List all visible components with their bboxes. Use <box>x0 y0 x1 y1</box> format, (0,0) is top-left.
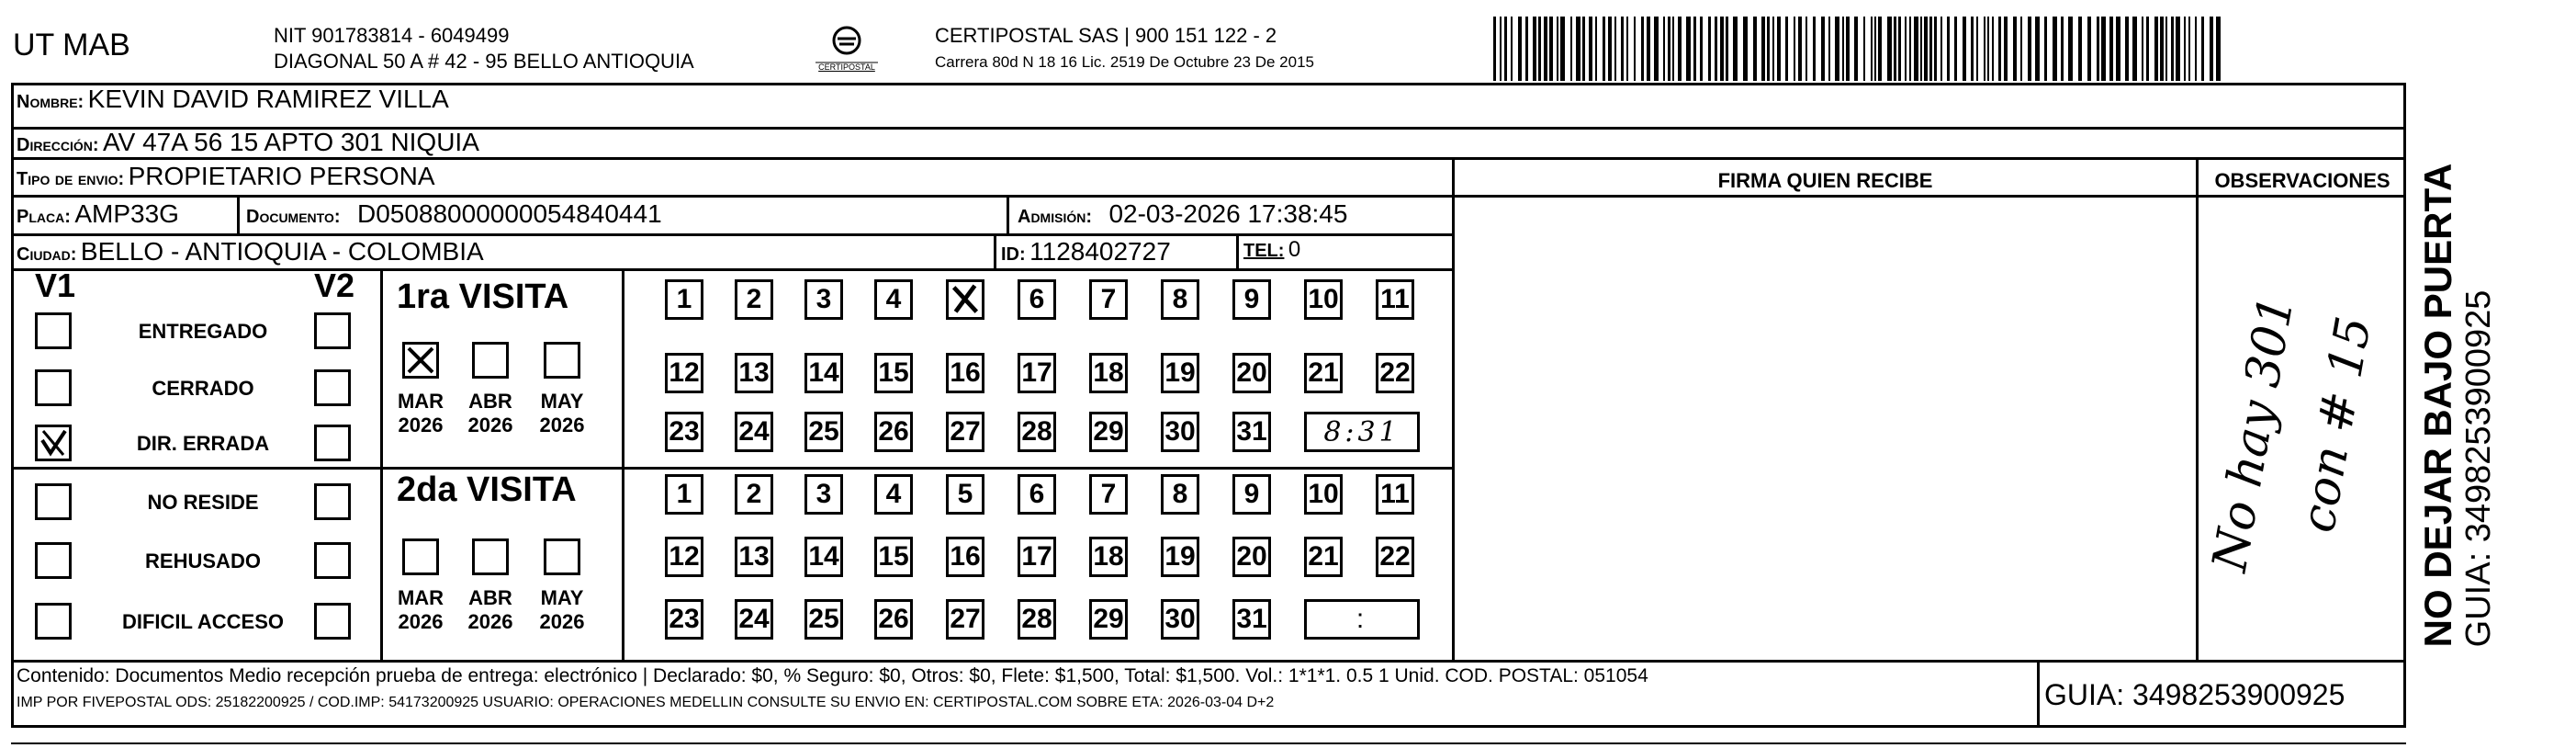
visit-2-day-19[interactable]: 19 <box>1161 537 1199 577</box>
visit-1-day-23[interactable]: 23 <box>665 412 703 452</box>
nombre-value: KEVIN DAVID RAMIREZ VILLA <box>87 85 449 113</box>
visit-2-day-25[interactable]: 25 <box>804 599 843 640</box>
visit-1-day-15[interactable]: 15 <box>874 353 913 393</box>
visit-1-day-29[interactable]: 29 <box>1089 412 1128 452</box>
visit-1-day-24[interactable]: 24 <box>735 412 773 452</box>
v1-dificil-acceso-checkbox[interactable] <box>35 603 72 640</box>
visit-2-day-6[interactable]: 6 <box>1018 474 1056 515</box>
status-entregado-label: ENTREGADO <box>138 320 268 343</box>
visit-1-title: 1ra VISITA <box>397 278 569 316</box>
visit-2-day-4[interactable]: 4 <box>874 474 913 515</box>
admision-value: 02-03-2026 17:38:45 <box>1108 199 1348 228</box>
visit-2-day-3[interactable]: 3 <box>804 474 843 515</box>
visit-1-day-19[interactable]: 19 <box>1161 353 1199 393</box>
v2-dificil-acceso-checkbox[interactable] <box>314 603 351 640</box>
v2-dir-errada-checkbox[interactable] <box>314 425 351 461</box>
firma-quien-recibe-label: FIRMA QUIEN RECIBE <box>1717 169 1933 192</box>
visit-1-day-25[interactable]: 25 <box>804 412 843 452</box>
v2-entregado-checkbox[interactable] <box>314 312 351 349</box>
visit-2-day-29[interactable]: 29 <box>1089 599 1128 640</box>
visit-2-day-17[interactable]: 17 <box>1018 537 1056 577</box>
documento-value: D05088000000054840441 <box>356 199 662 228</box>
visit-2-day-10[interactable]: 10 <box>1304 474 1343 515</box>
visit-1-month-abr-checkbox[interactable] <box>472 342 509 379</box>
visit-1-time: 8:31 <box>1323 415 1400 448</box>
logo-text: CERTIPOSTAL <box>818 62 875 72</box>
visit-2-month-may-label: MAY 2026 <box>539 586 585 633</box>
visit-2-day-15[interactable]: 15 <box>874 537 913 577</box>
placa-label: Placa: <box>17 207 71 227</box>
status-no-reside-label: NO RESIDE <box>147 491 259 514</box>
company-address: DIAGONAL 50 A # 42 - 95 BELLO ANTIOQUIA <box>274 50 694 73</box>
visit-1-day-18[interactable]: 18 <box>1089 353 1128 393</box>
visit-1-day-11[interactable]: 11 <box>1376 279 1414 320</box>
visit-1-month-abr-label: ABR 2026 <box>467 390 513 436</box>
visit-2-month-may-checkbox[interactable] <box>544 538 580 575</box>
visit-1-month-may-checkbox[interactable] <box>544 342 580 379</box>
no-dejar-warning: NO DEJAR BAJO PUERTA <box>2416 163 2459 648</box>
ciudad-field <box>17 237 484 266</box>
direccion-row <box>17 128 479 157</box>
visit-2-month-abr-label: ABR 2026 <box>467 586 513 633</box>
status-dir-errada-label: DIR. ERRADA <box>136 432 270 455</box>
footer-content-line: Contenido: Documentos Medio recepción prueba de entrega: electrónico | Declarado: $0, % Seguro: $0, Otros: $0, Flete: $1,500, Total: $1,500. Vol.: 1*1*1. 0.5 1 Unid. COD. POSTAL: 051054 <box>17 665 1648 686</box>
visit-2-day-2[interactable]: 2 <box>735 474 773 515</box>
visit-2-day-31[interactable]: 31 <box>1232 599 1271 640</box>
tipo-value: PROPIETARIO PERSONA <box>128 162 435 190</box>
company-name: UT MAB <box>13 28 130 62</box>
tel-label: TEL: <box>1243 241 1285 261</box>
visit-1-month-mar-label: MAR 2026 <box>397 390 444 436</box>
visit-1-day-26[interactable]: 26 <box>874 412 913 452</box>
placa-value: AMP33G <box>74 199 179 228</box>
visit-1-day-6[interactable]: 6 <box>1018 279 1056 320</box>
barcode <box>1493 17 2222 81</box>
v2-rehusado-checkbox[interactable] <box>314 542 351 579</box>
visit-1-time-box[interactable] <box>1304 412 1420 452</box>
visit-2-day-22[interactable]: 22 <box>1376 537 1414 577</box>
visit-1-day-31[interactable]: 31 <box>1232 412 1271 452</box>
courier-license: Carrera 80d N 18 16 Lic. 2519 De Octubre 23 De 2015 <box>935 53 1314 71</box>
v1-rehusado-checkbox[interactable] <box>35 542 72 579</box>
visit-1-day-8[interactable]: 8 <box>1161 279 1199 320</box>
visit-1-day-10[interactable]: 10 <box>1304 279 1343 320</box>
visit-1-day-28[interactable]: 28 <box>1018 412 1056 452</box>
visit-2-day-18[interactable]: 18 <box>1089 537 1128 577</box>
visit-2-day-11[interactable]: 11 <box>1376 474 1414 515</box>
visit-2-time: : <box>1355 604 1368 634</box>
visit-1-month-may-label: MAY 2026 <box>539 390 585 436</box>
observaciones-label: OBSERVACIONES <box>2214 169 2390 192</box>
visit-1-day-4[interactable]: 4 <box>874 279 913 320</box>
side-text <box>2412 83 2503 728</box>
visit-2-month-mar-label: MAR 2026 <box>397 586 444 633</box>
visit-1-day-16[interactable]: 16 <box>946 353 984 393</box>
company-nit: NIT 901783814 - 6049499 <box>274 24 510 47</box>
observaciones-handwriting <box>2199 195 2406 660</box>
visit-2-time-box[interactable] <box>1304 599 1420 640</box>
status-cerrado-label: CERRADO <box>152 377 254 400</box>
visit-2-day-28[interactable]: 28 <box>1018 599 1056 640</box>
visit-2-day-1[interactable]: 1 <box>665 474 703 515</box>
x-mark-icon <box>405 345 436 376</box>
visit-1-day-27[interactable]: 27 <box>946 412 984 452</box>
courier-name: CERTIPOSTAL SAS | 900 151 122 - 2 <box>935 24 1277 47</box>
visit-2-day-26[interactable]: 26 <box>874 599 913 640</box>
ciudad-label: Ciudad: <box>17 244 77 265</box>
id-field <box>1001 237 1171 266</box>
visit-1-day-5[interactable] <box>946 279 984 320</box>
footer-imp-line: IMP POR FIVEPOSTAL ODS: 25182200925 / COD.IMP: 54173200925 USUARIO: OPERACIONES MEDELLIN CONSULTE SU ENVIO EN: CERTIPOSTAL.COM SOBRE ETA: 2026-03-04 D+2 <box>17 695 1275 710</box>
visit-2-day-27[interactable]: 27 <box>946 599 984 640</box>
visit-2-title: 2da VISITA <box>397 470 577 509</box>
visit-2-day-7[interactable]: 7 <box>1089 474 1128 515</box>
visit-2-day-21[interactable]: 21 <box>1304 537 1343 577</box>
direccion-value: AV 47A 56 15 APTO 301 NIQUIA <box>103 128 479 156</box>
id-value: 1128402727 <box>1029 237 1171 266</box>
v1-no-reside-checkbox[interactable] <box>35 483 72 520</box>
visit-1-month-mar-checkbox[interactable] <box>402 342 439 379</box>
direccion-label: Dirección: <box>17 135 99 155</box>
visit-2-day-14[interactable]: 14 <box>804 537 843 577</box>
certipostal-logo <box>810 22 883 77</box>
visit-1-day-9[interactable]: 9 <box>1232 279 1271 320</box>
visit-2-month-mar-checkbox[interactable] <box>402 538 439 575</box>
status-rehusado-label: REHUSADO <box>145 550 261 572</box>
nombre-row <box>17 85 449 114</box>
obs-line-2: con # 15 <box>2289 312 2383 537</box>
visit-1-day-17[interactable]: 17 <box>1018 353 1056 393</box>
side-guia: GUIA: 3498253900925 <box>2459 289 2498 648</box>
check-mark-icon <box>38 427 69 459</box>
visit-2-day-13[interactable]: 13 <box>735 537 773 577</box>
visit-1-day-1[interactable]: 1 <box>665 279 703 320</box>
visit-2-day-8[interactable]: 8 <box>1161 474 1199 515</box>
id-label: ID: <box>1001 244 1026 265</box>
v1-entregado-checkbox[interactable] <box>35 312 72 349</box>
barcode-bars <box>1493 17 2222 81</box>
visit-1-day-7[interactable]: 7 <box>1089 279 1128 320</box>
v2-no-reside-checkbox[interactable] <box>314 483 351 520</box>
status-dificil-acceso-label: DIFICIL ACCESO <box>121 610 284 633</box>
visit-1-day-3[interactable]: 3 <box>804 279 843 320</box>
tel-value: 0 <box>1288 237 1301 262</box>
x-mark-icon <box>949 281 982 318</box>
visit-2-day-9[interactable]: 9 <box>1232 474 1271 515</box>
visit-1-day-30[interactable]: 30 <box>1161 412 1199 452</box>
visit-2-month-abr-checkbox[interactable] <box>472 538 509 575</box>
visit-1-day-13[interactable]: 13 <box>735 353 773 393</box>
visit-1-day-22[interactable]: 22 <box>1376 353 1414 393</box>
tel-field <box>1243 237 1300 263</box>
footer-guia: GUIA: 3498253900925 <box>2044 678 2345 711</box>
nombre-label: Nombre: <box>17 92 84 112</box>
documento-label: Documento: <box>246 207 341 227</box>
visit-1-day-12[interactable]: 12 <box>665 353 703 393</box>
admision-field <box>1018 199 1347 229</box>
visit-2-day-12[interactable]: 12 <box>665 537 703 577</box>
visit-1-day-20[interactable]: 20 <box>1232 353 1271 393</box>
visit-2-day-5[interactable]: 5 <box>946 474 984 515</box>
visit-2-day-30[interactable]: 30 <box>1161 599 1199 640</box>
tipo-label: Tipo de envio: <box>17 169 125 189</box>
v1-dir-errada-checkbox[interactable] <box>35 425 72 461</box>
obs-line-1: No hay 301 <box>2202 291 2305 576</box>
visit-2-day-24[interactable]: 24 <box>735 599 773 640</box>
visit-1-day-2[interactable]: 2 <box>735 279 773 320</box>
v2-cerrado-checkbox[interactable] <box>314 369 351 406</box>
visit-2-day-20[interactable]: 20 <box>1232 537 1271 577</box>
visit-1-day-21[interactable]: 21 <box>1304 353 1343 393</box>
documento-field <box>246 199 662 229</box>
visit-1-day-14[interactable]: 14 <box>804 353 843 393</box>
visit-2-day-23[interactable]: 23 <box>665 599 703 640</box>
visit-2-day-16[interactable]: 16 <box>946 537 984 577</box>
v1-label: V1 <box>35 266 76 304</box>
v2-label: V2 <box>314 266 355 304</box>
placa-field <box>17 199 179 229</box>
ciudad-value: BELLO - ANTIOQUIA - COLOMBIA <box>80 237 484 266</box>
tipo-row <box>17 162 435 191</box>
admision-label: Admisión: <box>1018 207 1092 227</box>
v1-cerrado-checkbox[interactable] <box>35 369 72 406</box>
